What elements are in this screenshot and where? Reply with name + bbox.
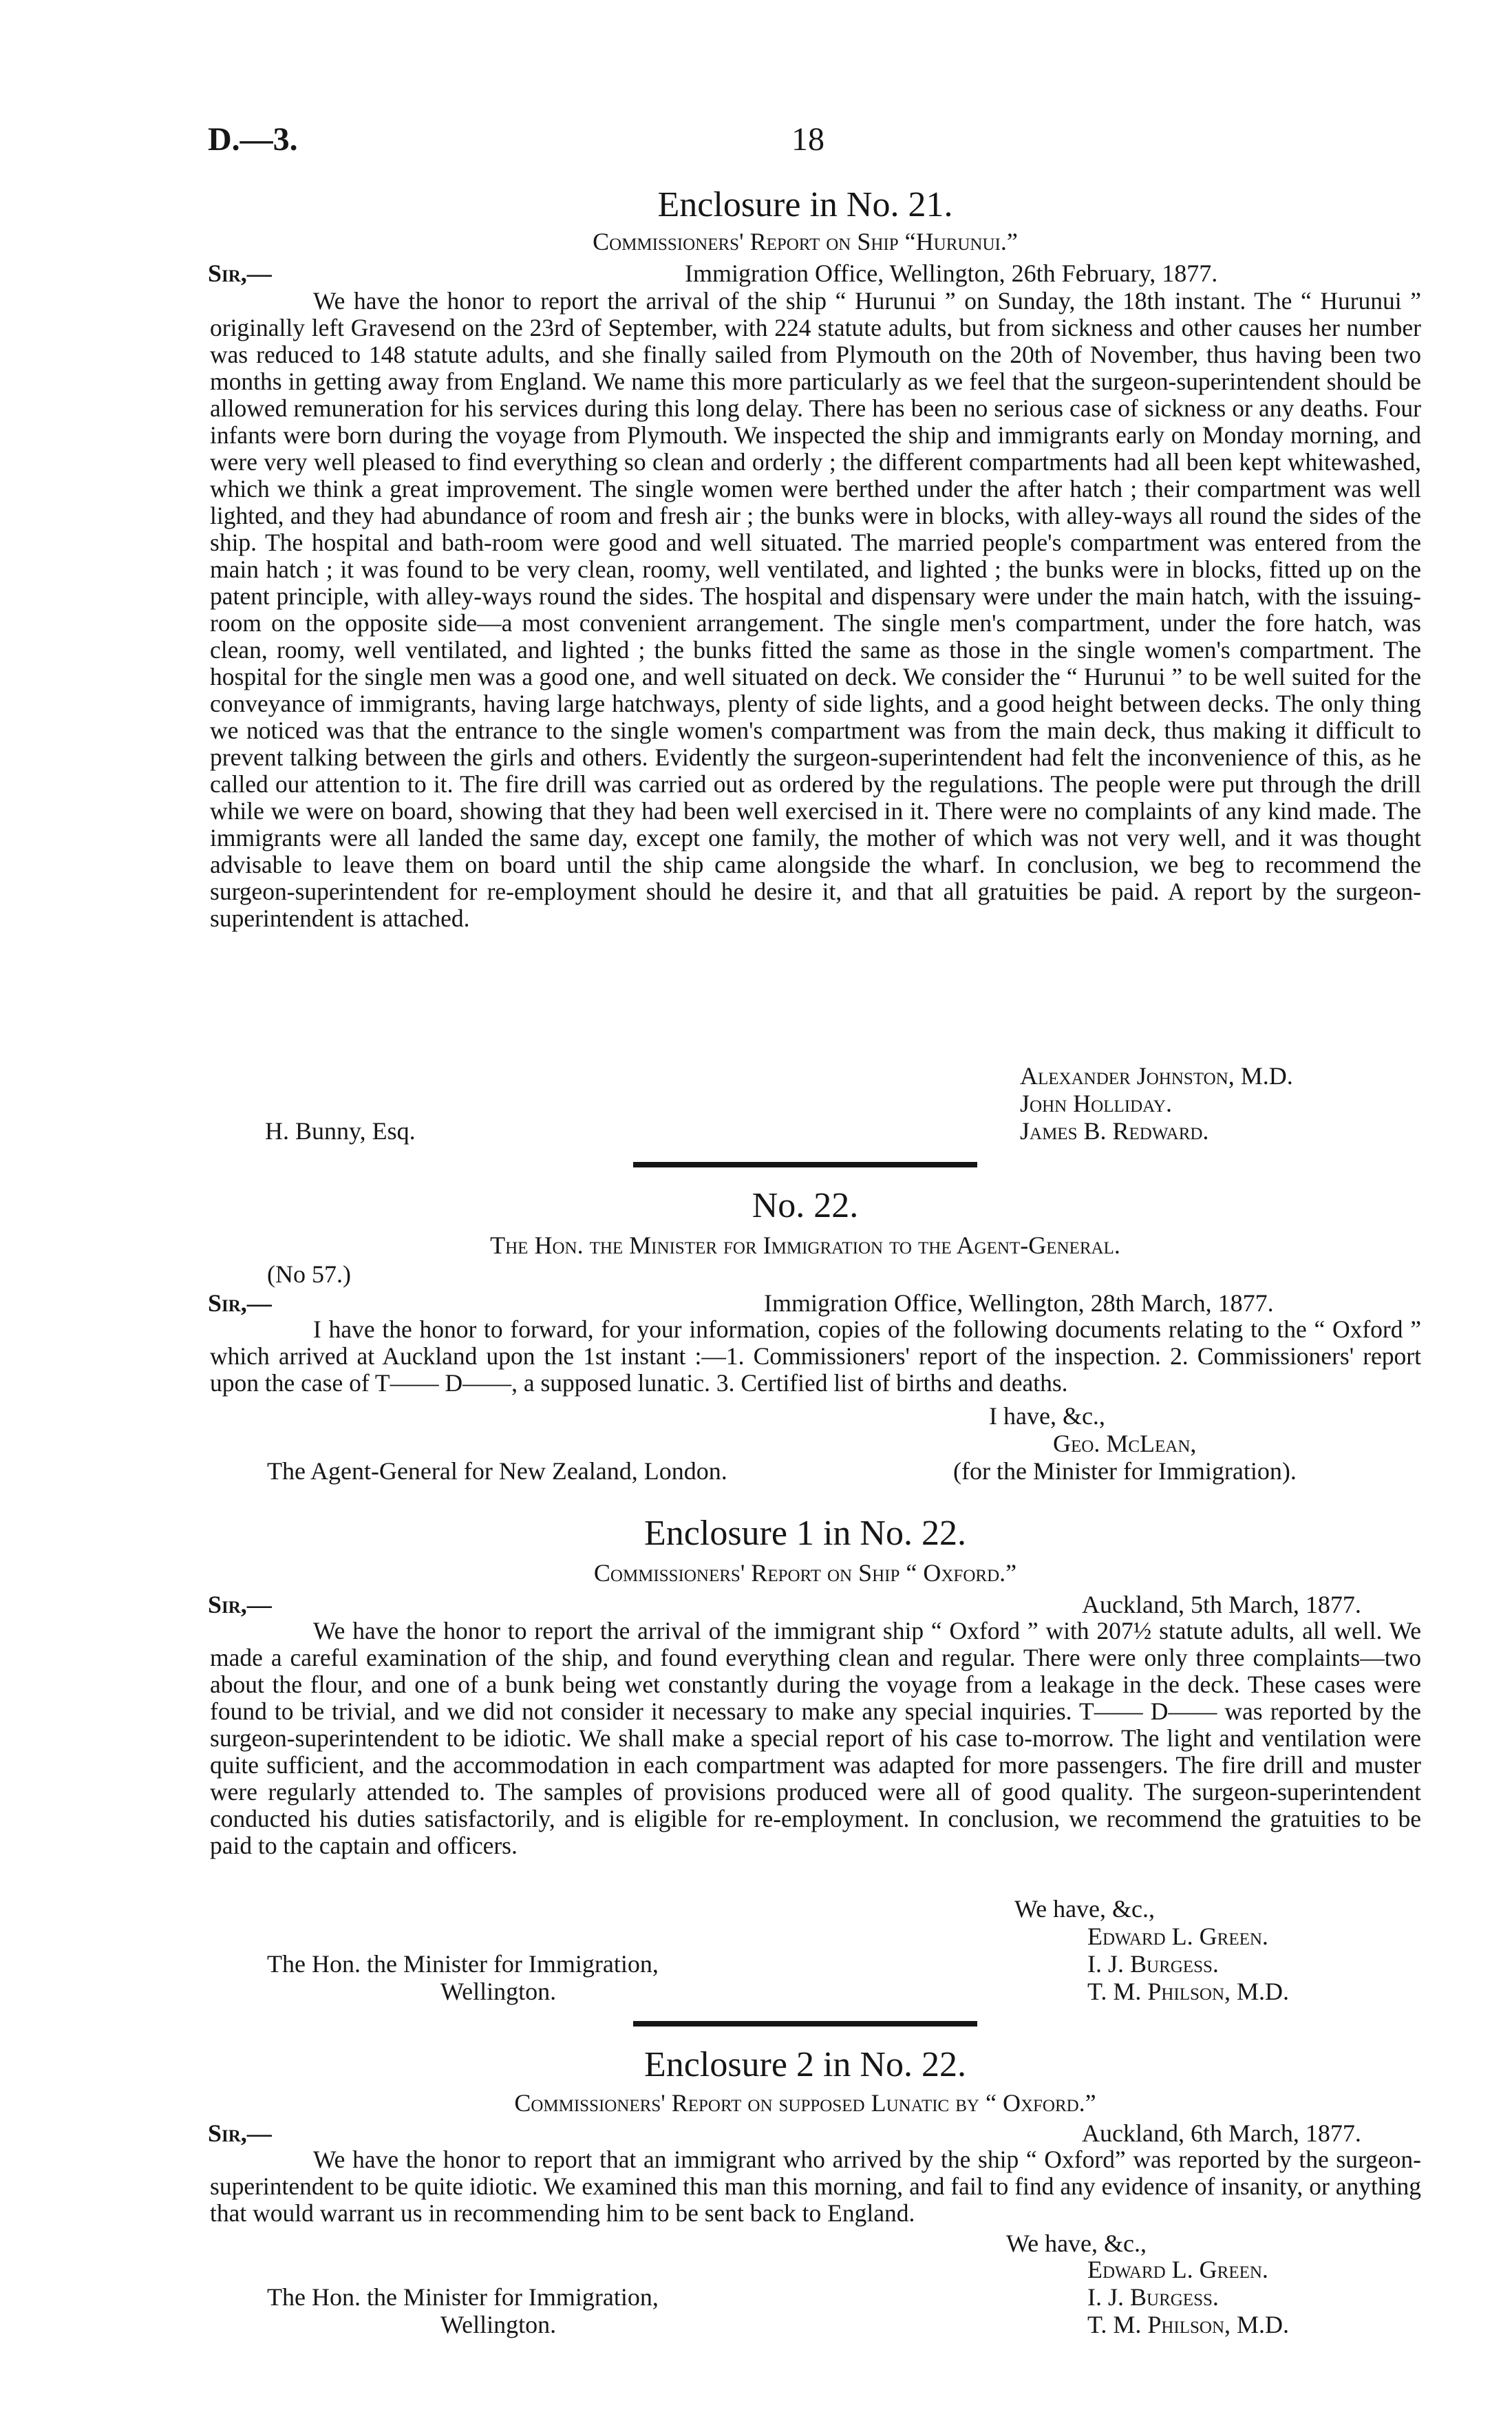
letter-body — [210, 1618, 1421, 1859]
section-divider — [633, 2021, 977, 2027]
letter-body — [210, 2146, 1421, 2227]
addressee-location: Wellington. — [440, 1978, 557, 2005]
addressee: The Hon. the Minister for Immigration, — [267, 2283, 659, 2311]
letter-body — [210, 1316, 1421, 1397]
salutation: Sir,— — [208, 1289, 272, 1317]
section-heading: Enclosure 1 in No. 22. — [644, 1514, 966, 1553]
salutation: Sir,— — [208, 2119, 272, 2147]
body-paragraph: I have the honor to forward, for your information, copies of the following documents relating to the “ Oxford ” which arrived at Auckland upon the 1st instant :—1. Commissioners' report of the inspection. 2. Commissioners' report upon the case of T—— D——, a supposed lunatic. 3. Certified list of births and deaths. — [210, 1315, 1421, 1397]
subheading-text: The Hon. the Minister for Immigration to the Agent-General. — [490, 1231, 1120, 1259]
letter-body — [210, 288, 1421, 932]
page-id: D.—3. — [208, 121, 298, 158]
closing: We have, &c., — [1006, 2230, 1147, 2257]
body-paragraph: We have the honor to report that an immigrant who arrived by the ship “ Oxford” was reported by the surgeon-superintendent to be quite idiotic. We examined this man this morning, and fail to find any evidence of insanity, or anything that would warrant us in recommending him to be sent back to England. — [210, 2146, 1421, 2227]
body-paragraph: We have the honor to report the arrival of the ship “ Hurunui ” on Sunday, the 18th instant. The “ Hurunui ” originally left Gravesend on the 23rd of September, with 224 statute adults, but from sickness and other causes her number was reduced to 148 statute adults, and she finally sailed from Plymouth on the 20th of November, thus having been two months in getting away from England. We name this more particularly as we feel that the surgeon-superintendent should be allowed remuneration for his services during this long delay. There has been no serious case of sickness or any deaths. Four infants were born during the voyage from Plymouth. We inspected the ship and immigrants early on Monday morning, and were very well pleased to find everything so clean and orderly ; the different compartments had all been kept whitewashed, which we think a great improvement. The single women were berthed under the after hatch ; their compartment was well lighted, and they had abundance of room and fresh air ; the bunks were in blocks, with alley-ways all round the sides of the ship. The hospital and bath-room were good and well situated. The married people's compartment was entered from the main hatch ; it was found to be very clean, roomy, well ventilated, and lighted ; the bunks were in blocks, fitted up on the patent principle, with alley-ways round the sides. The hospital and dispensary were under the main hatch, with the issuing-room on the opposite side—a most convenient arrangement. The single men's compartment, under the fore hatch, was clean, roomy, well ventilated, and lighted ; the bunks fitted the same as those in the single women's compartment. The hospital for the single men was a good one, and well situated on deck. We consider the “ Hurunui ” to be well suited for the conveyance of immigrants, having large hatchways, plenty of side lights, and a good height between decks. The only thing we noticed was that the entrance to the single women's compartment was from the main deck, thus making it difficult to prevent talking between the girls and others. Evidently the surgeon-superintendent had felt the inconvenience of this, as he called our attention to it. The fire drill was carried out as ordered by the regulations. The people were put through the drill while we were on board, showing that they had been well exercised in it. There were no complaints of any kind made. The immigrants were all landed the same day, except one family, the mother of which was not very well, and it was thought advisable to leave them on board until the ship came alongside the wharf. In conclusion, we beg to recommend the surgeon-superintendent for re-employment should he desire it, and that all gratuities be paid. A report by the surgeon-superintendent is attached. — [210, 287, 1421, 932]
section-subheading: Commissioners' Report on Ship “Hurunui.” — [593, 228, 1018, 255]
section-heading: Enclosure in No. 21. — [657, 185, 953, 224]
section-subheading — [413, 1231, 1197, 1260]
section-heading: Enclosure 2 in No. 22. — [644, 2045, 966, 2084]
dateline: Immigration Office, Wellington, 28th March, 1877. — [764, 1289, 1274, 1317]
signatory: I. J. Burgess. — [1087, 2283, 1219, 2311]
body-paragraph: We have the honor to report the arrival of the immigrant ship “ Oxford ” with 207½ statute adults, all well. We made a careful examination of the ship, and found everything clean and regular. There were only three complaints—two about the flour, and one of a bunk being wet constantly during the voyage from a leakage in the deck. These cases were found to be trivial, and we did not consider it necessary to make any special inquiries. T—— D—— was reported by the surgeon-superintendent to be idiotic. We shall make a special report of his case to-morrow. The light and ventilation were quite sufficient, and the accommodation in each compartment was adapted for more passengers. The fire drill and muster were regularly attended to. The samples of provisions produced were all of good quality. The surgeon-superintendent conducted his duties satisfactorily, and is eligible for re-employment. In conclusion, we recommend the gratuities to be paid to the captain and officers. — [210, 1617, 1421, 1859]
reference-number: (No 57.) — [267, 1260, 351, 1288]
dateline: Immigration Office, Wellington, 26th February, 1877. — [685, 260, 1218, 287]
dateline: Auckland, 6th March, 1877. — [1082, 2119, 1361, 2147]
section-divider — [633, 1162, 977, 1167]
signatory: Alexander Johnston, M.D. — [1020, 1062, 1293, 1090]
signatory: T. M. Philson, M.D. — [1087, 2311, 1290, 2338]
closing: We have, &c., — [1014, 1895, 1156, 1923]
dateline: Auckland, 5th March, 1877. — [1082, 1591, 1361, 1618]
signatory: Edward L. Green. — [1087, 2256, 1268, 2283]
signatory: James B. Redward. — [1020, 1117, 1209, 1145]
closing: I have, &c., — [989, 1402, 1105, 1430]
section-subheading: Commissioners' Report on supposed Lunatic by “ Oxford.” — [514, 2089, 1096, 2117]
signatory-note: (for the Minister for Immigration). — [953, 1457, 1297, 1485]
section-heading: No. 22. — [752, 1186, 859, 1225]
section-subheading: Commissioners' Report on Ship “ Oxford.” — [593, 1559, 1017, 1587]
signatory: I. J. Burgess. — [1087, 1950, 1219, 1978]
signatory: Geo. McLean, — [1053, 1430, 1197, 1457]
salutation: Sir,— — [208, 1591, 272, 1618]
addressee: The Agent-General for New Zealand, London. — [267, 1457, 727, 1485]
addressee: H. Bunny, Esq. — [265, 1117, 416, 1145]
signatory: John Holliday. — [1020, 1090, 1172, 1117]
addressee: The Hon. the Minister for Immigration, — [267, 1950, 659, 1978]
signatory: T. M. Philson, M.D. — [1087, 1978, 1290, 2005]
signatory: Edward L. Green. — [1087, 1923, 1268, 1950]
addressee-location: Wellington. — [440, 2311, 557, 2338]
salutation: Sir,— — [208, 260, 272, 287]
page-number: 18 — [791, 121, 824, 158]
